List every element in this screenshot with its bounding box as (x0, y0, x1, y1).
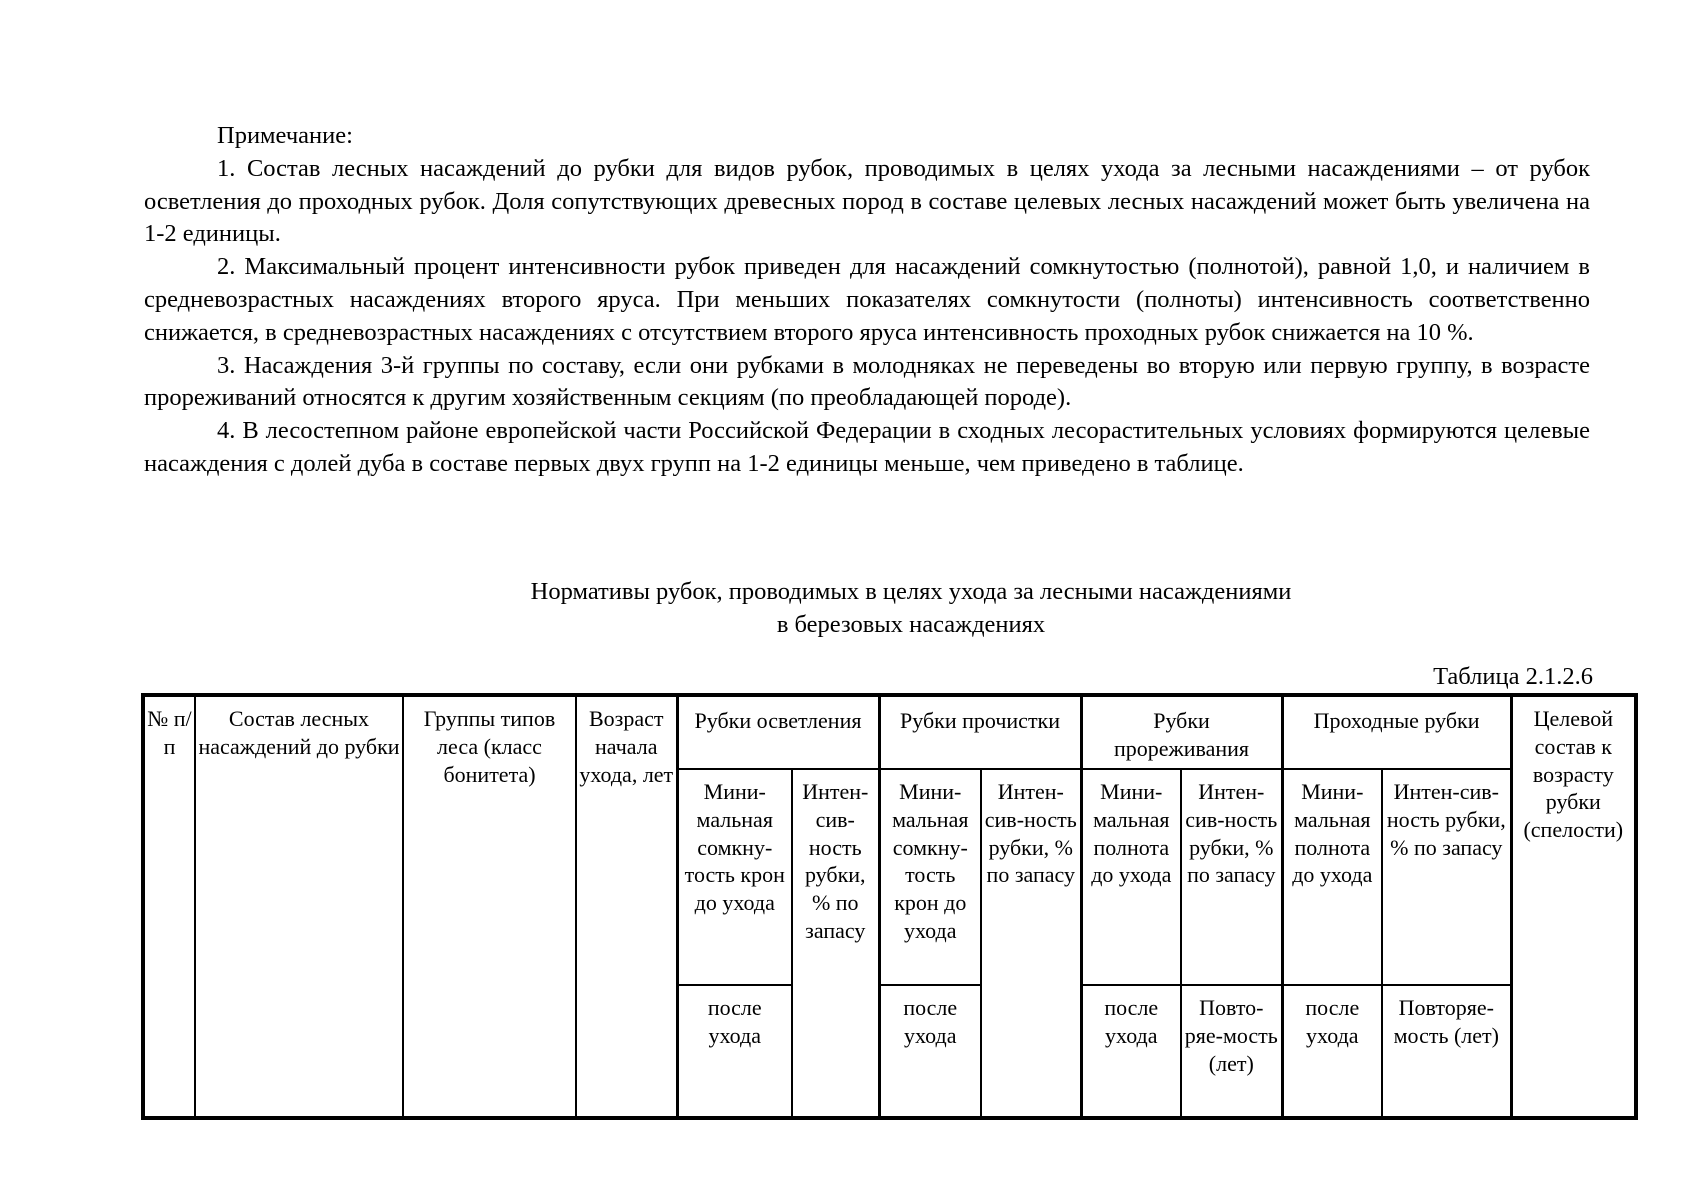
header-passing-after: после ухода (1282, 985, 1382, 1118)
header-start-age: Возраст начала ухода, лет (576, 695, 677, 1118)
note-item-1: 1. Состав лесных насаждений до рубки для видов рубок, проводимых в целях ухода за лесными насаждениями – от рубок осветления до проходных рубок. Доля сопутствующих древесных пород в составе целевых лесных насаждений может быть увеличена на 1-2 единицы. (144, 154, 1590, 248)
notes-heading: Примечание: (217, 122, 353, 149)
header-number: № п/п (143, 695, 195, 1118)
header-thinning-group: Рубки прореживания (1081, 695, 1282, 769)
header-cleaning-min-density: Мини-мальная сомкну-тость крон до ухода (677, 769, 792, 985)
header-clearing-intensity: Интен-сив-ность рубки, % по запасу (981, 769, 1081, 1118)
header-clearing-group: Рубки прочистки (879, 695, 1081, 769)
header-thinning-min-fullness: Мини-мальная полнота до ухода (1081, 769, 1181, 985)
header-passing-intensity: Интен-сив-ность рубки, % по запасу (1382, 769, 1511, 985)
header-thinning-intensity: Интен-сив-ность рубки, % по запасу (1181, 769, 1282, 985)
header-forest-groups: Группы типов леса (класс бонитета) (403, 695, 576, 1118)
table-title (144, 576, 1678, 642)
notes-section (144, 120, 1590, 481)
note-item-4: 4. В лесостепном районе европейской части Российской Федерации в сходных лесорастительных условиях формируются целевые насаждения с долей дуба в составе первых двух групп на 1-2 единицы меньше, чем приведено в таблице. (144, 417, 1590, 477)
header-composition: Состав лесных насаждений до рубки (195, 695, 403, 1118)
header-passing-repeat: Повторяе-мость (лет) (1382, 985, 1511, 1118)
header-clearing-min-density: Мини-мальная сомкну-тость крон до ухода (879, 769, 981, 985)
header-passing-min-fullness: Мини-мальная полнота до ухода (1282, 769, 1382, 985)
header-cleaning-group: Рубки осветления (677, 695, 879, 769)
note-item-3: 3. Насаждения 3-й группы по составу, если они рубками в молодняках не переведены во вторую или первую группу, в возрасте прореживаний относятся к другим хозяйственным секциям (по преобладающей породе). (144, 351, 1590, 412)
note-item-2: 2. Максимальный процент интенсивности рубок приведен для насаждений сомкнутостью (полнотой), равной 1,0, и наличием в средневозрастных насаждениях второго яруса. При меньших показателях сомкнутости (полноты) интенсивность соответственно снижается, в средневозрастных насаждениях с отсутствием второго яруса интенсивность проходных рубок снижается на 10 %. (144, 253, 1590, 346)
header-target-composition: Целевой состав к возрасту рубки (спелости) (1511, 695, 1636, 1118)
table-title-line-2: в березовых насаждениях (776, 610, 1046, 638)
norms-table (141, 693, 1638, 1120)
header-cleaning-after: после ухода (677, 985, 792, 1118)
header-passing-group: Проходные рубки (1282, 695, 1511, 769)
header-cleaning-intensity: Интен-сив-ность рубки, % по запасу (792, 769, 879, 1118)
header-thinning-repeat: Повто-ряе-мость (лет) (1181, 985, 1282, 1118)
table-title-line-1: Нормативы рубок, проводимых в целях ухода за лесными насаждениями (530, 578, 1292, 605)
table-number: Таблица 2.1.2.6 (1433, 663, 1593, 690)
header-thinning-after: после ухода (1081, 985, 1181, 1118)
header-clearing-after: после ухода (879, 985, 981, 1118)
